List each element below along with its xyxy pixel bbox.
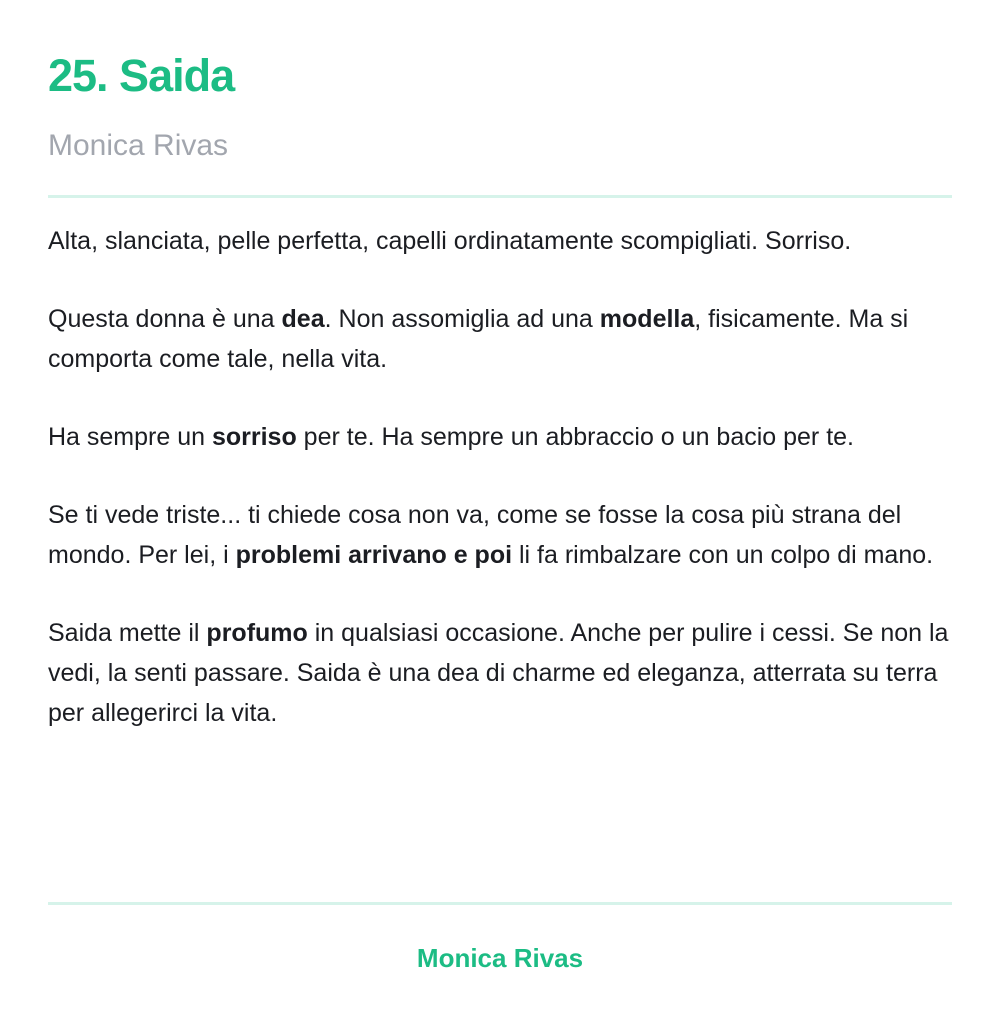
paragraph-text: per te. Ha sempre un abbraccio o un bacio per te. <box>296 423 854 451</box>
paragraph-1 <box>48 221 952 261</box>
bold-word: dea <box>281 305 325 333</box>
page-title: 25. Saida <box>48 50 235 101</box>
paragraph-5 <box>48 613 952 733</box>
paragraph-text: . Non assomiglia ad una <box>324 305 600 333</box>
author-byline: Monica Rivas <box>48 129 229 162</box>
paragraph-text: Se ti vede triste... ti chiede cosa non va, come se fosse la cosa più strana del mondo. Per lei, i <box>48 501 902 569</box>
paragraph-text: , fisicamente. Ma si comporta come tale, nella vita. <box>48 305 909 373</box>
paragraph-text: Questa donna è una <box>48 305 282 333</box>
bold-word: modella <box>599 305 695 333</box>
paragraph-text: li fa rimbalzare con un colpo di mano. <box>512 541 934 569</box>
bold-word: profumo <box>206 619 308 647</box>
top-divider <box>48 195 952 198</box>
article-body <box>48 221 952 771</box>
paragraph-text: Alta, slanciata, pelle perfetta, capelli ordinatamente scompigliati. Sorriso. <box>48 227 852 255</box>
bold-word: sorriso <box>211 423 297 451</box>
paragraph-3 <box>48 417 952 457</box>
paragraph-4 <box>48 495 952 575</box>
paragraph-2 <box>48 299 952 379</box>
bold-phrase: problemi arrivano e poi <box>235 541 513 569</box>
paragraph-text: Ha sempre un <box>48 423 212 451</box>
bottom-divider <box>48 902 952 905</box>
paragraph-text: in qualsiasi occasione. Anche per pulire i cessi. Se non la vedi, la senti passare. Saida è una dea di charme ed eleganza, atterrata su terra per allegerirci la vita. <box>48 619 949 727</box>
paragraph-text: Saida mette il <box>48 619 207 647</box>
footer-author-link[interactable]: Monica Rivas <box>416 943 584 973</box>
